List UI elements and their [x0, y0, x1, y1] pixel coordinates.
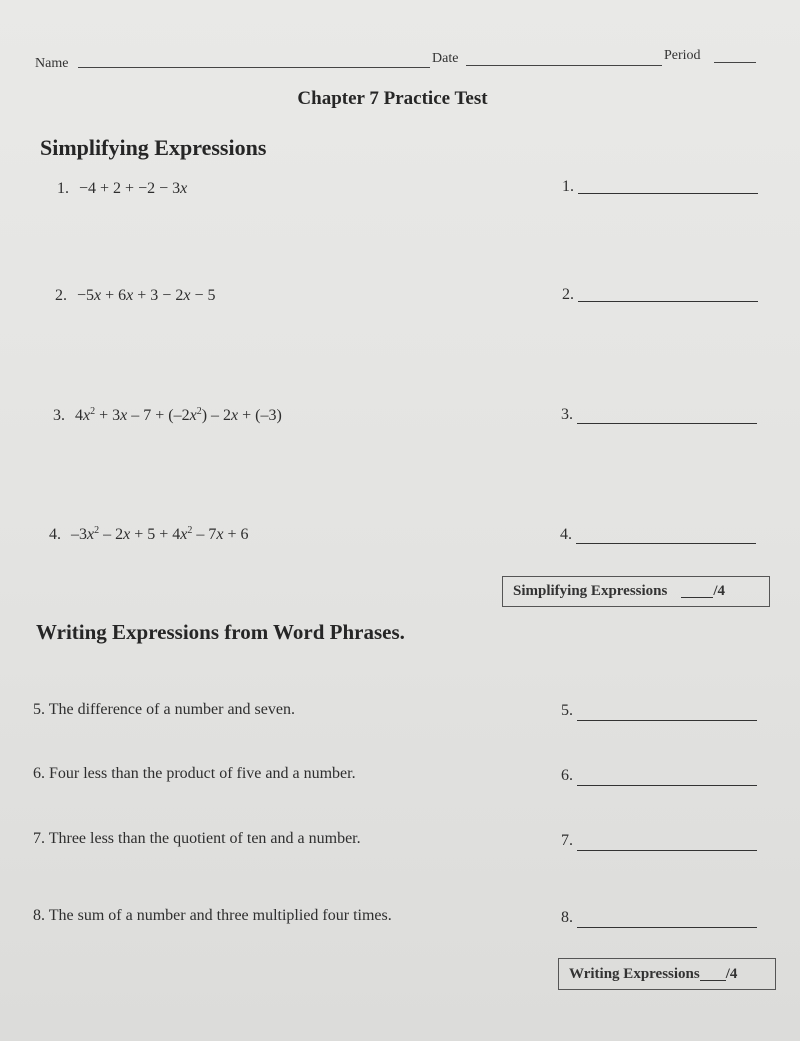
answer-label-3: 3. — [561, 406, 573, 423]
score-label: Simplifying Expressions — [513, 583, 668, 599]
answer-line-1 — [578, 193, 758, 194]
page-title: Chapter 7 Practice Test — [297, 88, 488, 109]
question-3 — [53, 407, 282, 425]
score-box-simplifying — [502, 576, 770, 607]
score-total: /4 — [725, 965, 738, 982]
question-4 — [49, 526, 249, 544]
question-number: 3. — [53, 407, 65, 424]
answer-line-2 — [578, 301, 758, 302]
question-number: 2. — [55, 287, 67, 304]
score-total: /4 — [713, 583, 726, 599]
section-title-simplifying: Simplifying Expressions — [40, 135, 267, 160]
answer-label-7: 7. — [561, 832, 573, 849]
question-8: 8. The sum of a number and three multiplied four times. — [33, 907, 392, 924]
question-number: 4. — [49, 526, 61, 543]
answer-line-3 — [577, 423, 757, 424]
answer-label-6: 6. — [561, 767, 573, 784]
period-label: Period — [664, 48, 701, 63]
answer-label-2: 2. — [562, 286, 574, 303]
answer-label-1: 1. — [562, 178, 574, 195]
score-blank — [700, 968, 726, 981]
question-1 — [57, 180, 187, 198]
answer-line-5 — [577, 720, 757, 721]
section-title-writing: Writing Expressions from Word Phrases. — [36, 620, 405, 644]
expression: $4x^2 + 3x - 7 + (-2x^2) - 2x + (-3)$ — [75, 406, 282, 424]
answer-label-8: 8. — [561, 909, 573, 926]
expression: $-3x^2 - 2x + 5 + 4x^2 - 7x + 6$ — [71, 525, 249, 543]
answer-line-8 — [577, 927, 757, 928]
expression: −5x + 6x + 3 − 2x − 5 — [77, 287, 216, 304]
period-line — [714, 62, 756, 63]
name-line — [78, 67, 430, 68]
question-2 — [55, 287, 215, 305]
answer-label-5: 5. — [561, 702, 573, 719]
score-label: Writing Expressions — [569, 965, 700, 982]
answer-line-6 — [577, 785, 757, 786]
score-box-writing — [558, 958, 776, 990]
question-5: 5. The difference of a number and seven. — [33, 701, 295, 718]
date-line — [466, 65, 662, 66]
question-number: 1. — [57, 180, 69, 197]
expression: −4 + 2 + −2 − 3x — [79, 180, 188, 197]
question-6: 6. Four less than the product of five and a number. — [33, 765, 356, 782]
name-label: Name — [35, 56, 69, 71]
date-label: Date — [432, 51, 459, 66]
score-blank — [681, 585, 713, 598]
answer-line-4 — [576, 543, 756, 544]
answer-label-4: 4. — [560, 526, 572, 543]
answer-line-7 — [577, 850, 757, 851]
question-7: 7. Three less than the quotient of ten and a number. — [33, 830, 361, 847]
